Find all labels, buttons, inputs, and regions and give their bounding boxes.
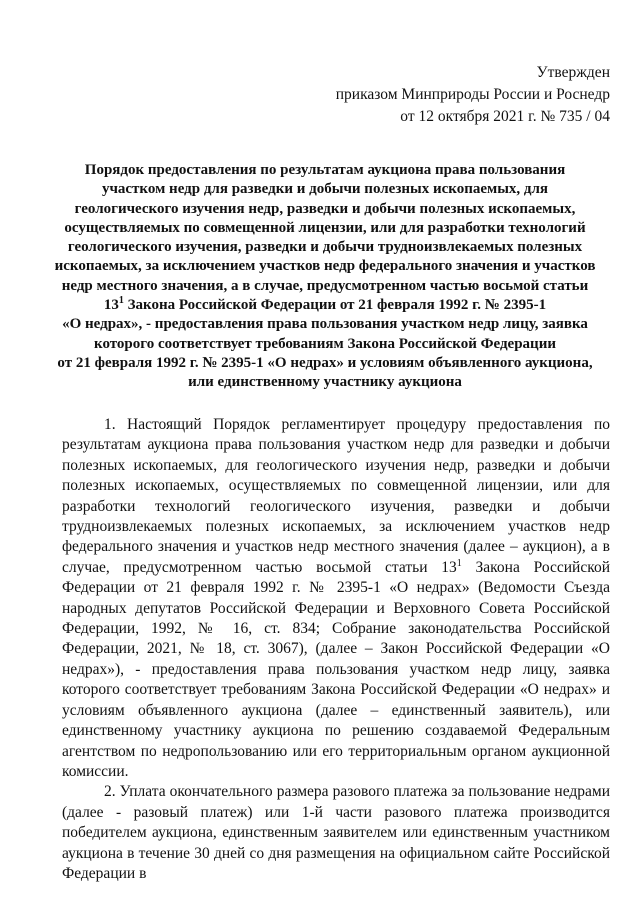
paragraph-1-superscript: 1 [456,557,462,569]
title-line: участком недр для разведки и добычи полезных ископаемых, для [101,181,549,198]
title-line: геологического изучения недр, разведки и добычи полезных ископаемых, [74,200,576,217]
approval-order: приказом Минприроды России и Роснедр [335,86,610,103]
title-article-superscript: 1 [118,295,124,307]
paragraph-1-text-start: 1. Настоящий Порядок регламентирует процедуру предоставления по результатам аукциона права пользования участком недр для разведки и добычи полезных ископаемых, для геологического изучения недр, разведки и добычи полезных ископаемых, осуществляемых по совмещенной лицензии, или для разработки технологий геологического изучения, разведки и добычи трудноизвлекаемых полезных ископаемых, за исключением участков недр федерального значения и участков недр местного значения (далее – аукцион), а в случае, предусмотренном частью восьмой статьи 13 [62,416,610,576]
title-line [40,296,610,315]
title-line: от 21 февраля 1992 г. № 2395-1 «О недрах» и условиям объявленного аукциона, [57,354,593,371]
paragraph-1-text-end: Закона Российской Федерации от 21 февраля 1992 г. № 2395-1 «О недрах» (Ведомости Съезда народных депутатов Российской Федерации и Верховного Совета Российской Федерации, 1992, № 16, ст. 834; Собрание законодательства Российской Федерации, 2021, № 18, ст. 3067), (далее – Закон Российской Федерации «О недрах»), - предоставления права пользования участком недр лицу, заявка которого соответствует требованиям Закона Российской Федерации «О недрах» и условиям объявленного аукциона (далее – единственный заявитель), или единственному участнику аукциона по решению создаваемой Федеральным агентством по недропользованию или его территориальным органом аукционной комиссии. [62,558,611,780]
title-line: ископаемых, за исключением участков недр федерального значения и участков [54,258,596,275]
title-line: геологического изучения, разведки и добычи трудноизвлекаемых полезных [67,239,583,256]
title-line: которого соответствует требованиям Закона Российской Федерации [94,335,556,352]
title-line: осуществляемых по совмещенной лицензии, или для разработки технологий [64,219,586,236]
document-body [62,415,610,884]
approval-date-number: от 12 октября 2021 г. № 735 / 04 [400,108,610,125]
title-line: Порядок предоставления по результатам аукциона права пользования [84,162,566,178]
title-line: недр местного значения, а в случае, предусмотренном частью восьмой статьи [61,277,589,294]
title-line: «О недрах», - предоставления права пользования участком недр лицу, заявка [62,316,588,333]
approval-word: Утвержден [536,64,610,81]
title-article-number: 13 [103,297,119,314]
document-title [40,161,610,393]
paragraph-1 [62,415,610,782]
approval-block [336,62,610,128]
title-law-reference: Закона Российской Федерации от 21 февраля 1992 г. № 2395-1 [123,297,547,314]
paragraph-2: 2. Уплата окончательного размера разового платежа за пользование недрами (далее - разовый платеж) или 1-й части разового платежа производится победителем аукциона, единственным заявителем или единственным участником аукциона в течение 30 дней со дня размещения на официальном сайте Российской Федерации в [62,783,610,882]
title-line: или единственному участнику аукциона [188,374,462,391]
